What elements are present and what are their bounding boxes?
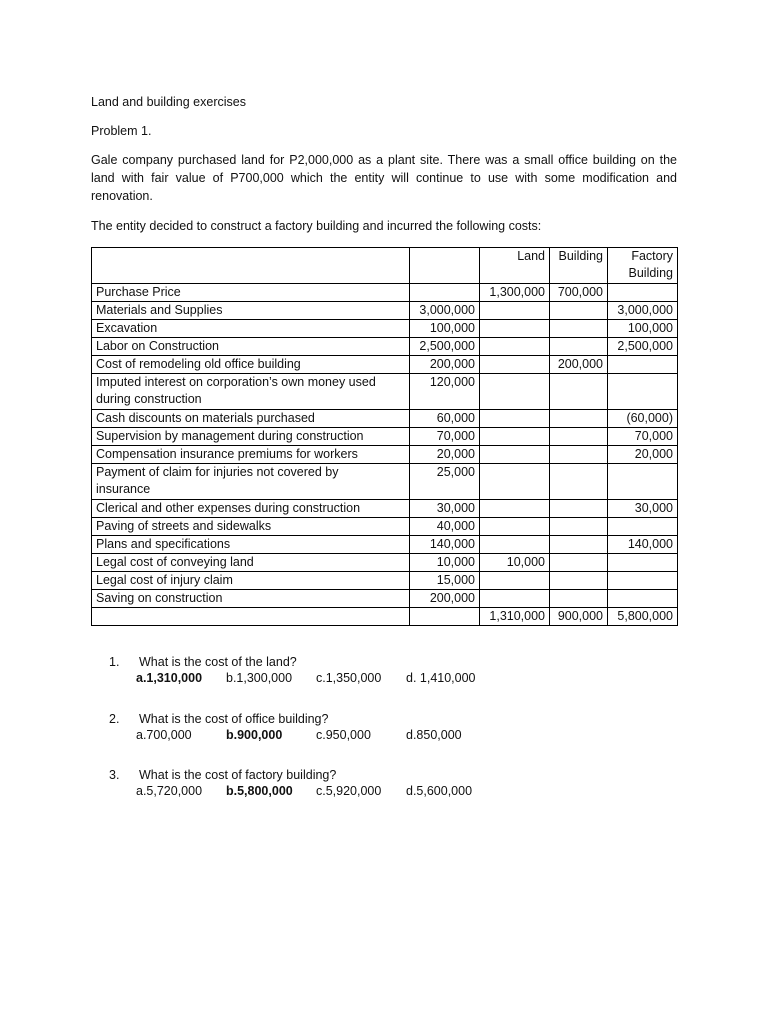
row-land: [480, 374, 550, 410]
table-row: [92, 464, 678, 500]
row-factory: [608, 374, 678, 410]
row-label: [92, 536, 410, 554]
table-row: [92, 338, 678, 356]
row-building: [550, 374, 608, 410]
row-building: [550, 572, 608, 590]
table-row: [92, 500, 678, 518]
row-land: [480, 410, 550, 428]
row-label-text: Supervision by management during construction: [96, 429, 364, 443]
table-row: [92, 356, 678, 374]
row-factory: 20,000: [608, 446, 678, 464]
row-land: 10,000: [480, 554, 550, 572]
row-label: [92, 554, 410, 572]
row-label-text: Imputed interest on corporation’s own money used: [96, 375, 376, 389]
table-row: [92, 428, 678, 446]
question-number: 3.: [109, 768, 120, 782]
row-label-text: insurance: [96, 482, 151, 496]
choice-list: [136, 784, 509, 804]
row-building: [550, 446, 608, 464]
row-label-text: Materials and Supplies: [96, 303, 223, 317]
row-building: [550, 500, 608, 518]
row-amount: 25,000: [410, 464, 480, 500]
row-building: [550, 590, 608, 608]
question-prompt: What is the cost of the land?: [139, 655, 297, 669]
question-item: [109, 712, 509, 748]
row-label: [92, 590, 410, 608]
row-label: [92, 518, 410, 536]
row-building: [550, 518, 608, 536]
answer-choice: a.700,000: [136, 728, 192, 742]
row-label-text: Paving of streets and sidewalks: [96, 519, 272, 533]
row-land: [480, 518, 550, 536]
row-label-text: Labor on Construction: [96, 339, 219, 353]
row-land: [480, 500, 550, 518]
row-factory: 2,500,000: [608, 338, 678, 356]
header-building: Building: [550, 248, 608, 284]
row-land: [480, 572, 550, 590]
answer-choice: b.1,300,000: [226, 671, 293, 685]
header-factory-building: Factory Building: [608, 248, 678, 284]
row-amount: 20,000: [410, 446, 480, 464]
question-text: [109, 712, 509, 726]
row-building: [550, 302, 608, 320]
table-header-row: [92, 248, 678, 284]
row-land: 1,300,000: [480, 284, 550, 302]
problem-paragraph: Gale company purchased land for P2,000,000 as a plant site. There was a small office building on the land with fair value of P700,000 which the entity will continue to use with some modification and renovation.: [91, 153, 677, 203]
row-amount: 140,000: [410, 536, 480, 554]
row-land: [480, 428, 550, 446]
table-row: [92, 284, 678, 302]
table-row: [92, 446, 678, 464]
question-item: [109, 655, 509, 691]
row-label: [92, 356, 410, 374]
row-label: [92, 446, 410, 464]
row-building: [550, 464, 608, 500]
row-factory: [608, 284, 678, 302]
table-row: [92, 536, 678, 554]
row-label: [92, 302, 410, 320]
row-factory: 30,000: [608, 500, 678, 518]
row-label: [92, 284, 410, 302]
question-prompt: What is the cost of office building?: [139, 712, 329, 726]
row-label-text: Cash discounts on materials purchased: [96, 411, 315, 425]
row-factory: [608, 464, 678, 500]
row-factory: (60,000): [608, 410, 678, 428]
row-factory: 140,000: [608, 536, 678, 554]
row-factory: [608, 356, 678, 374]
answer-choice: b.900,000: [226, 728, 283, 742]
row-building: [550, 338, 608, 356]
row-land: [480, 356, 550, 374]
question-prompt: What is the cost of factory building?: [139, 768, 337, 782]
table-row: [92, 320, 678, 338]
table-row: [92, 590, 678, 608]
row-label: [92, 320, 410, 338]
row-amount: 30,000: [410, 500, 480, 518]
total-factory: 5,800,000: [608, 608, 678, 626]
row-amount: 120,000: [410, 374, 480, 410]
table-row: [92, 518, 678, 536]
row-land: [480, 302, 550, 320]
row-amount: 100,000: [410, 320, 480, 338]
answer-choice: c.950,000: [316, 728, 371, 742]
total-label: [92, 608, 410, 626]
table-row: [92, 302, 678, 320]
row-amount: 200,000: [410, 356, 480, 374]
row-label-text: Legal cost of injury claim: [96, 573, 233, 587]
table-row: [92, 554, 678, 572]
row-label: [92, 410, 410, 428]
question-text: [109, 768, 509, 782]
row-amount: 200,000: [410, 590, 480, 608]
row-building: [550, 320, 608, 338]
row-label: [92, 572, 410, 590]
choice-list: [136, 728, 509, 748]
answer-choice: b.5,800,000: [226, 784, 293, 798]
row-building: [550, 536, 608, 554]
row-building: [550, 410, 608, 428]
total-land: 1,310,000: [480, 608, 550, 626]
choice-list: [136, 671, 509, 691]
question-number: 1.: [109, 655, 120, 669]
row-land: [480, 338, 550, 356]
table-row: [92, 374, 678, 410]
total-building: 900,000: [550, 608, 608, 626]
answer-choice: d.5,600,000: [406, 784, 473, 798]
row-factory: [608, 572, 678, 590]
row-label-text: during construction: [96, 392, 202, 406]
cost-table: [91, 247, 678, 626]
row-label-text: Clerical and other expenses during construction: [96, 501, 361, 515]
costs-intro: The entity decided to construct a factory building and incurred the following costs:: [91, 219, 542, 233]
row-label: [92, 500, 410, 518]
answer-choice: c.5,920,000: [316, 784, 382, 798]
row-label: [92, 374, 410, 410]
row-label-text: Legal cost of conveying land: [96, 555, 254, 569]
problem-heading: Problem 1.: [91, 124, 152, 138]
row-label: [92, 464, 410, 500]
row-land: [480, 590, 550, 608]
row-land: [480, 320, 550, 338]
row-amount: 70,000: [410, 428, 480, 446]
row-label: [92, 428, 410, 446]
question-item: [109, 768, 509, 804]
total-amount: [410, 608, 480, 626]
row-amount: 40,000: [410, 518, 480, 536]
row-label-text: Payment of claim for injuries not covered by: [96, 465, 339, 479]
table-total-row: [92, 608, 678, 626]
row-land: [480, 464, 550, 500]
row-label-text: Plans and specifications: [96, 537, 231, 551]
table-header-cell: [92, 248, 410, 284]
answer-choice: d. 1,410,000: [406, 671, 476, 685]
question-text: [109, 655, 509, 669]
answer-choice: a.5,720,000: [136, 784, 203, 798]
row-building: 700,000: [550, 284, 608, 302]
row-factory: 3,000,000: [608, 302, 678, 320]
row-amount: 3,000,000: [410, 302, 480, 320]
answer-choice: d.850,000: [406, 728, 462, 742]
answer-choice: c.1,350,000: [316, 671, 382, 685]
row-label: [92, 338, 410, 356]
header-land: Land: [480, 248, 550, 284]
row-amount: 2,500,000: [410, 338, 480, 356]
row-label-text: Compensation insurance premiums for workers: [96, 447, 358, 461]
row-building: [550, 428, 608, 446]
row-amount: [410, 284, 480, 302]
row-label-text: Excavation: [96, 321, 158, 335]
row-factory: 70,000: [608, 428, 678, 446]
row-label-text: Purchase Price: [96, 285, 181, 299]
row-amount: 15,000: [410, 572, 480, 590]
row-factory: [608, 554, 678, 572]
row-amount: 10,000: [410, 554, 480, 572]
answer-choice: a.1,310,000: [136, 671, 203, 685]
document-title: Land and building exercises: [91, 95, 246, 109]
row-building: 200,000: [550, 356, 608, 374]
table-row: [92, 410, 678, 428]
row-factory: [608, 590, 678, 608]
row-factory: 100,000: [608, 320, 678, 338]
row-amount: 60,000: [410, 410, 480, 428]
table-header-cell: [410, 248, 480, 284]
row-factory: [608, 518, 678, 536]
row-label-text: Saving on construction: [96, 591, 223, 605]
row-land: [480, 536, 550, 554]
row-land: [480, 446, 550, 464]
row-building: [550, 554, 608, 572]
row-label-text: Cost of remodeling old office building: [96, 357, 301, 371]
question-number: 2.: [109, 712, 120, 726]
table-row: [92, 572, 678, 590]
